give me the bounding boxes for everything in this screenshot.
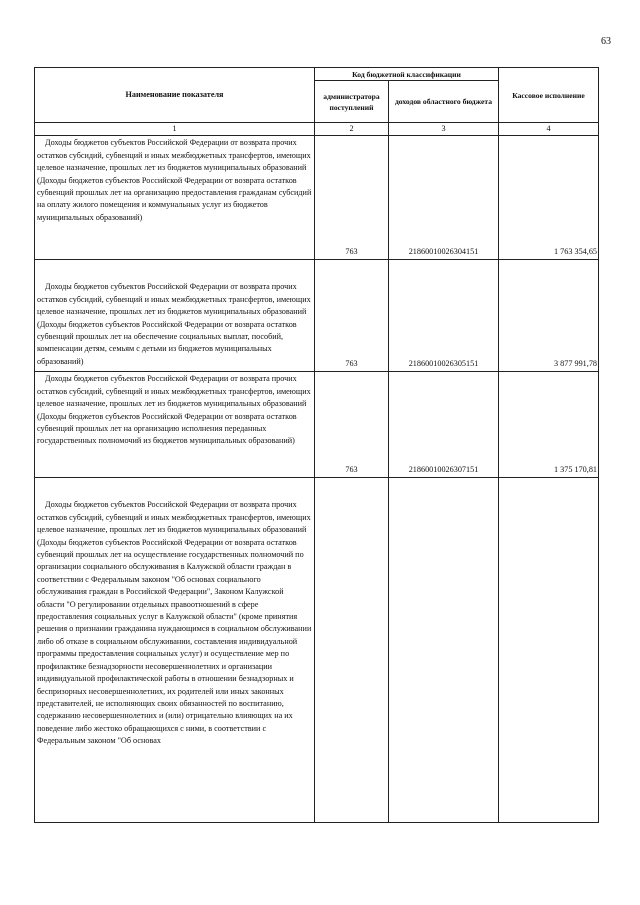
header-income: доходов областного бюджета (389, 81, 499, 123)
row-amount: 3 877 991,78 (499, 260, 599, 372)
row-name (35, 136, 315, 260)
table-row (35, 260, 599, 372)
row-admin: 763 (315, 136, 389, 260)
row-code (389, 478, 499, 823)
header-admin: администратора поступлений (315, 81, 389, 123)
row-amount: 1 763 354,65 (499, 136, 599, 260)
row-code: 21860010026307151 (389, 372, 499, 478)
row-code: 21860010026304151 (389, 136, 499, 260)
header-name: Наименование показателя (35, 68, 315, 123)
row-name (35, 372, 315, 478)
row-name-text: Доходы бюджетов субъектов Российской Федерации от возврата прочих остатков субсидий, субвенций и иных межбюджетных трансфертов, имеющих целевое назначение, прошлых лет из бюджетов муниципальных образований (Доходы бюджетов субъектов Российской Федерации от возврата остатков субвенций прошлых лет на организацию предоставления гражданам субсидий на оплату жилого помещения и коммунальных услуг из бюджетов муниципальных образований) (37, 138, 312, 222)
column-number-3: 3 (389, 123, 499, 136)
row-name (35, 260, 315, 372)
row-admin: 763 (315, 260, 389, 372)
column-number-4: 4 (499, 123, 599, 136)
row-name-text: Доходы бюджетов субъектов Российской Федерации от возврата прочих остатков субсидий, субвенций и иных межбюджетных трансфертов, имеющих целевое назначение, прошлых лет из бюджетов муниципальных образований (Доходы бюджетов субъектов Российской Федерации от возврата остатков субвенций прошлых лет на организацию исполнения переданных государственных полномочий из бюджетов муниципальных образований) (37, 374, 311, 446)
row-name-text: Доходы бюджетов субъектов Российской Федерации от возврата прочих остатков субсидий, субвенций и иных межбюджетных трансфертов, имеющих целевое назначение, прошлых лет из бюджетов муниципальных образований (Доходы бюджетов субъектов Российской Федерации от возврата остатков субвенций прошлых лет на осуществление государственных полномочий по организации социального обслуживания в Калужской области граждан в соответствии с Федеральным законом "Об основах социального обслуживания граждан в Российской Федерации", Законом Калужской области "О регулировании отдельных правоотношений в сфере предоставления социальных услуг в Калужской области" (кроме принятия решения о признании гражданина нуждающимся в социальном обслуживании либо об отказе в социальном обслуживании, составления индивидуальной программы предоставления социальных услуг) и осуществление мер по профилактике безнадзорности несовершеннолетних и организации индивидуальной профилактической работы в отношении безнадзорных и беспризорных несовершеннолетних, их родителей или иных законных представителей, не исполняющих своих обязанностей по воспитанию, содержанию несовершеннолетних и (или) отрицательно влияющих на их поведение либо жестоко обращающихся с ними, в соответствии с Федеральным законом "Об основах (37, 500, 312, 746)
row-name (35, 478, 315, 823)
table-row (35, 372, 599, 478)
page-number: 63 (601, 36, 611, 47)
row-amount: 1 375 170,81 (499, 372, 599, 478)
header-cash: Кассовое исполнение (499, 68, 599, 123)
income-report-table (34, 67, 599, 823)
row-admin (315, 478, 389, 823)
column-number-2: 2 (315, 123, 389, 136)
row-name-text: Доходы бюджетов субъектов Российской Федерации от возврата прочих остатков субсидий, субвенций и иных межбюджетных трансфертов, имеющих целевое назначение, прошлых лет из бюджетов муниципальных образований (Доходы бюджетов субъектов Российской Федерации от возврата остатков субвенций прошлых лет на обеспечение социальных выплат, пособий, компенсации детям, семьям с детьми из бюджетов муниципальных образований) (37, 282, 311, 366)
row-admin: 763 (315, 372, 389, 478)
header-code-group: Код бюджетной классификации (315, 68, 499, 81)
row-code: 21860010026305151 (389, 260, 499, 372)
column-number-1: 1 (35, 123, 315, 136)
table-row (35, 136, 599, 260)
row-amount (499, 478, 599, 823)
table-row (35, 478, 599, 823)
